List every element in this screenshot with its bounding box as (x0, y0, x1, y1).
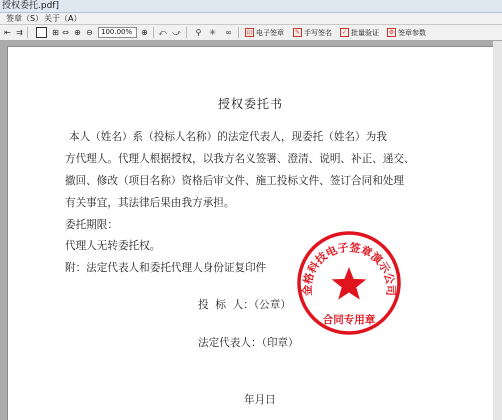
zoom-out-icon[interactable]: ⊖ (86, 28, 93, 37)
params-icon: ⚙ (388, 29, 395, 36)
fit-page-icon[interactable]: ⊞ (52, 28, 59, 37)
batch-verify-button[interactable]: ✓ 批量验证 (341, 28, 379, 37)
toolbar (0, 25, 502, 41)
vertical-scrollbar[interactable] (493, 41, 502, 420)
window-title-bar (0, 0, 502, 13)
first-page-icon[interactable]: ⇤ (4, 28, 11, 37)
seal-name-text: 金格科技电子签章演示公司 (300, 241, 398, 297)
doc-line: 年月日 (244, 394, 276, 406)
single-page-icon[interactable] (36, 27, 47, 38)
zoom-in-icon[interactable]: ⊕ (74, 28, 81, 37)
doc-line: 委托期限： (65, 219, 118, 231)
menu-about[interactable]: 关于（A） (44, 14, 82, 23)
doc-line: 代理人无转委托权。 (65, 240, 161, 252)
doc-line: 本人（姓名）系（投标人名称）的法定代表人，现委托（姓名）为我 (69, 131, 387, 143)
seal-star (332, 267, 367, 300)
doc-line: 有关事宜，其法律后果由我方承担。 (65, 197, 235, 209)
doc-line: 附：法定代表人和委托代理人身份证复印件 (65, 262, 267, 274)
seal-icon: 印 (246, 30, 253, 37)
find-next-icon[interactable]: ✳ (209, 28, 216, 37)
company-seal (293, 227, 405, 339)
zoom-icon[interactable]: ⊕ (141, 28, 148, 37)
window-title: 授权委托.pdf] (2, 1, 59, 11)
rotate-right-icon[interactable]: ⤻ (172, 27, 181, 37)
electronic-seal-button[interactable]: 印 电子签章 (246, 28, 284, 37)
doc-line: 撤回、修改（项目名称）资格后审文件、施工投标文件、签订合同和处理 (65, 175, 404, 187)
verify-icon: ✓ (341, 29, 348, 36)
doc-line: 方代理人。代理人根据授权，以我方名义签署、澄清、说明、补正、递交、 (65, 153, 415, 165)
pen-icon: ✎ (294, 29, 301, 36)
continuous-icon[interactable]: ⇉ (16, 28, 23, 37)
seal-params-button[interactable]: ⚙ 签章参数 (388, 28, 426, 37)
link-icon[interactable]: ∞ (225, 28, 232, 37)
fit-width-icon[interactable]: ⇔ (62, 28, 69, 37)
rotate-left-icon[interactable]: ⤺ (158, 27, 167, 37)
document-page (8, 47, 493, 420)
seal-subtitle: 合同专用章 (322, 314, 376, 326)
handwrite-sign-button[interactable]: ✎ 手写签名 (294, 28, 332, 37)
document-title: 授权委托书 (217, 97, 283, 111)
search-icon[interactable]: ⚲ (195, 28, 202, 37)
doc-line: 投 标 人：（公章） (198, 299, 291, 311)
menu-sign[interactable]: 签章（S） (6, 14, 44, 23)
zoom-input[interactable]: 100.00% (98, 27, 137, 38)
menu-bar (0, 13, 502, 25)
doc-line: 法定代表人：（印章） (198, 337, 299, 349)
